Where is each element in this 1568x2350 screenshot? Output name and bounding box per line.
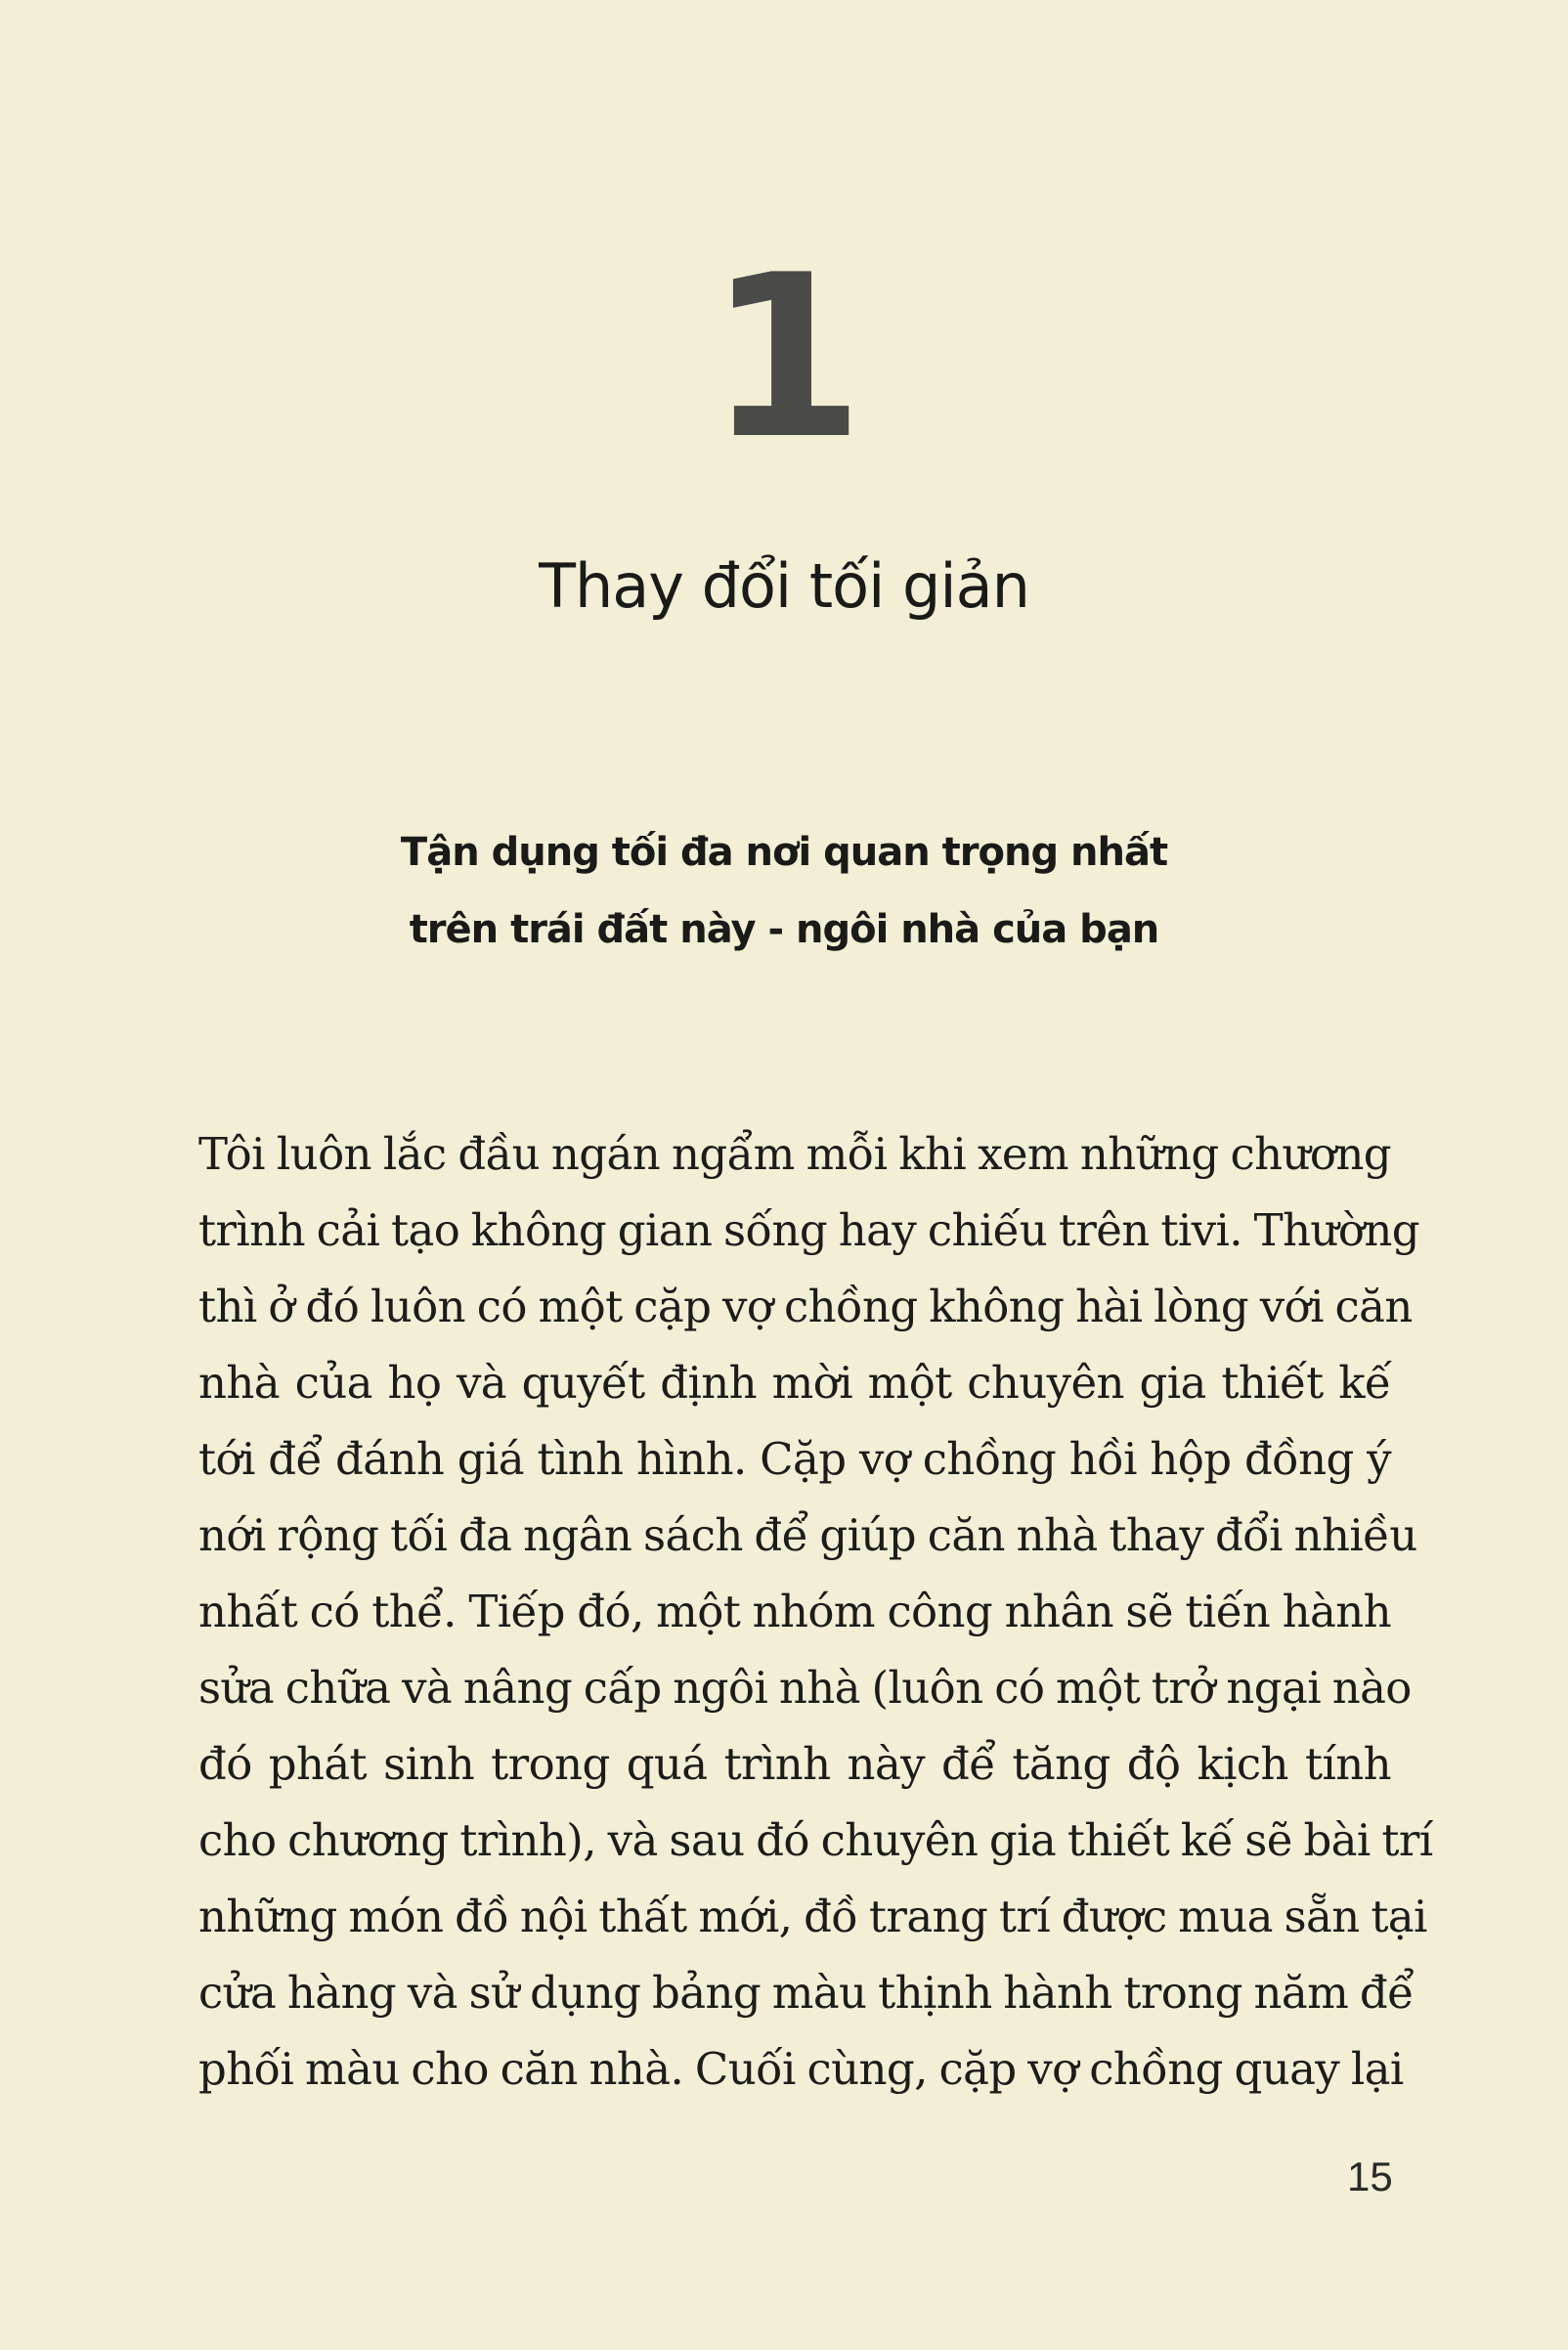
body-line: cho chương trình), và sau đó chuyên gia thiết kế sẽ bài trí — [198, 1814, 1433, 1866]
chapter-title: Thay đổi tối giản — [539, 550, 1029, 622]
body-line: thì ở đó luôn có một cặp vợ chồng không hài lòng với căn — [198, 1281, 1413, 1332]
body-line: nhà của họ và quyết định mời một chuyên gia thiết kế — [198, 1357, 1391, 1409]
body-line: Tôi luôn lắc đầu ngán ngẩm mỗi khi xem những chương — [198, 1128, 1391, 1180]
body-line: đó phát sinh trong quá trình này để tăng độ kịch tính — [198, 1738, 1391, 1790]
chapter-number: 1 — [707, 228, 861, 489]
body-line: trình cải tạo không gian sống hay chiếu trên tivi. Thường — [198, 1204, 1419, 1256]
page-number: 15 — [1347, 2154, 1393, 2199]
body-line: nhất có thể. Tiếp đó, một nhóm công nhân sẽ tiến hành — [198, 1586, 1391, 1637]
subtitle-line: Tận dụng tối đa nơi quan trọng nhất — [400, 830, 1168, 875]
chapter-subtitle — [0, 814, 1568, 969]
body-line: phối màu cho căn nhà. Cuối cùng, cặp vợ chồng quay lại — [198, 2043, 1404, 2095]
body-line: sửa chữa và nâng cấp ngôi nhà (luôn có một trở ngại nào — [198, 1662, 1412, 1714]
body-line: những món đồ nội thất mới, đồ trang trí được mua sẵn tại — [198, 1891, 1427, 1942]
body-line: nới rộng tối đa ngân sách để giúp căn nhà thay đổi nhiều — [198, 1509, 1417, 1561]
body-line: tới để đánh giá tình hình. Cặp vợ chồng hồi hộp đồng ý — [198, 1433, 1391, 1485]
subtitle-line: trên trái đất này - ngôi nhà của bạn — [409, 907, 1159, 952]
body-paragraph — [198, 1116, 1433, 2108]
body-line: cửa hàng và sử dụng bảng màu thịnh hành trong năm để — [198, 1967, 1415, 2019]
